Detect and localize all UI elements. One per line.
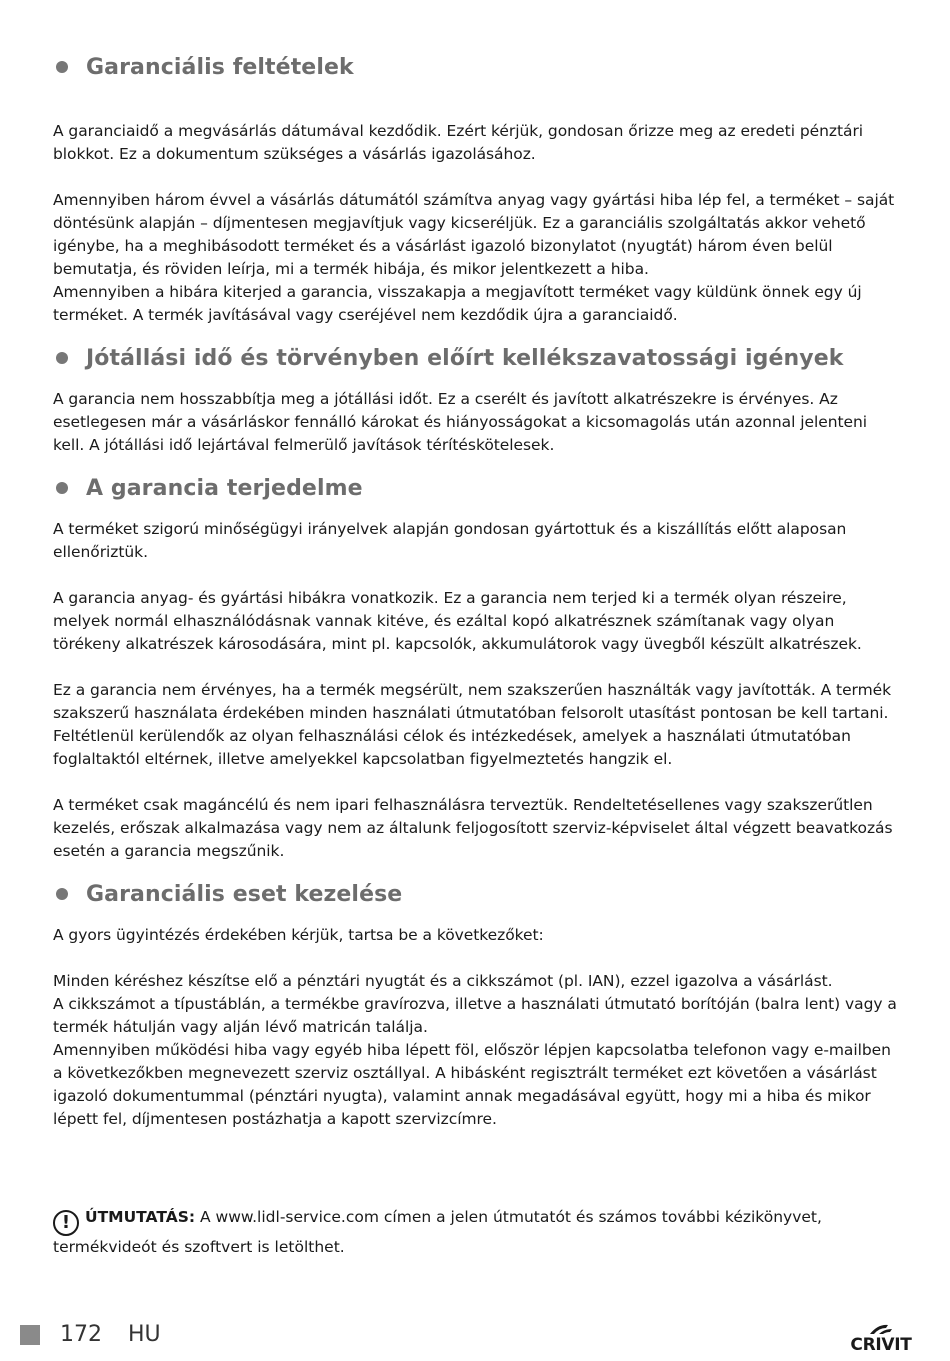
section-title: Garanciális eset kezelése	[86, 881, 403, 907]
brand-logo	[849, 1322, 913, 1354]
document-body	[53, 50, 903, 1131]
footer-marker	[20, 1325, 40, 1345]
exclamation-circle-icon: !	[53, 1210, 79, 1236]
bullet-icon	[56, 61, 68, 73]
bullet-icon	[56, 352, 68, 364]
paragraph: A gyors ügyintézés érdekében kérjük, tartsa be a következőket:	[53, 926, 544, 944]
paragraph: A garancia nem hosszabbítja meg a jótállási időt. Ez a cserélt és javított alkatrészekre is érvényes. Az esetlegesen már a vásárláskor fennálló károkat és hiányosságokat a kicsomagolás után azonnal jelenteni kell. A jótállási idő lejártával felmerülő javítások térítéskötelesek.	[53, 390, 868, 454]
section-warranty-conditions	[53, 50, 903, 327]
paragraph: Minden kéréshez készítse elő a pénztári nyugtát és a cikkszámot (pl. IAN), ezzel igazolva a vásárlást. A cikkszámot a típustáblán, a termékbe gravírozva, illetve a használati útmutató borítóján (balra lent) vagy a termék hátulján vagy alján lévő matricán találja. Amennyiben működési hiba vagy egyéb hiba lépett föl, először lépjen kapcsolatba telefonon vagy e-mailben a következőkben megnevezett szerviz osztállyal. A hibásként regisztrált terméket ezt követően a vásárlást igazoló dokumentummal (pénztári nyugta), valamint annak megadásával együtt, hogy mi a hiba és mikor lépett fel, díjmentesen postázhatja a kapott szervizcímre.	[53, 972, 897, 1128]
note-text: A www.lidl-service.com címen a jelen útmutatót és számos további kézikönyvet, termékvideót és szoftvert is letölthet.	[53, 1208, 822, 1256]
paragraph: A terméket szigorú minőségügyi irányelvek alapján gondosan gyártottuk és a kiszállítás előtt alaposan ellenőriztük.	[53, 520, 847, 561]
bullet-icon	[56, 888, 68, 900]
section-heading	[53, 50, 903, 84]
paragraph: A garancia anyag- és gyártási hibákra vonatkozik. Ez a garancia nem terjed ki a termék olyan részeire, melyek normál elhasználódásnak vannak kitéve, és ezáltal kopó alkatrésznek számítanak vagy olyan törékeny alkatrészek károsodására, mint pl. kapcsolók, akkumulátorok vagy üvegből készült alkatrészek.	[53, 589, 862, 653]
brand-name: CRIVIT	[850, 1335, 912, 1355]
section-heading	[53, 877, 903, 911]
section-title: A garancia terjedelme	[86, 475, 363, 501]
paragraph: A garanciaidő a megvásárlás dátumával kezdődik. Ezért kérjük, gondosan őrizze meg az eredeti pénztári blokkot. Ez a dokumentum szükséges a vásárlás igazolásához.	[53, 122, 864, 163]
paragraph: A terméket csak magáncélú és nem ipari felhasználásra terveztük. Rendeltetésellenes vagy szakszerűtlen kezelés, erőszak alkalmazása vagy nem az általunk feljogosított szerviz-képviselet által végzett beavatkozás esetén a garancia megszűnik.	[53, 796, 893, 860]
page-footer	[20, 1322, 161, 1347]
section-warranty-scope	[53, 471, 903, 863]
section-heading	[53, 341, 903, 375]
section-liability-period	[53, 341, 903, 457]
section-title: Jótállási idő és törvényben előírt kellékszavatossági igények	[86, 345, 844, 371]
section-heading	[53, 471, 903, 505]
section-title: Garanciális feltételek	[86, 54, 354, 80]
bullet-icon	[56, 482, 68, 494]
note	[53, 1206, 913, 1259]
page-number: 172	[60, 1322, 102, 1347]
section-warranty-claim-handling	[53, 877, 903, 1131]
brand-mark-icon	[866, 1322, 896, 1336]
paragraph: Ez a garancia nem érvényes, ha a termék megsérült, nem szakszerűen használták vagy javították. A termék szakszerű használata érdekében minden használati útmutatóban felsorolt utasítást pontosan be kell tartani. Feltétlenül kerülendők az olyan felhasználási célok és intézkedések, amelyek a használati útmutatóban foglaltaktól eltérnek, illetve amelyekkel kapcsolatban figyelmeztetés hangzik el.	[53, 681, 892, 768]
language-code: HU	[128, 1322, 161, 1347]
note-label: ÚTMUTATÁS:	[85, 1208, 196, 1226]
paragraph: Amennyiben három évvel a vásárlás dátumától számítva anyag vagy gyártási hiba lép fel, a terméket – saját döntésünk alapján – díjmentesen megjavítjuk vagy kicseréljük. Ez a garanciális szolgáltatás akkor vehető igénybe, ha a meghibásodott terméket és a vásárlást igazoló bizonylatot (nyugtát) három éven belül bemutatja, és röviden leírja, mi a termék hibája, és mikor jelentkezett a hiba. Amennyiben a hibára kiterjed a garancia, visszakapja a megjavított terméket vagy küldünk önnek egy új terméket. A termék javításával vagy cseréjével nem kezdődik újra a garanciaidő.	[53, 191, 895, 324]
